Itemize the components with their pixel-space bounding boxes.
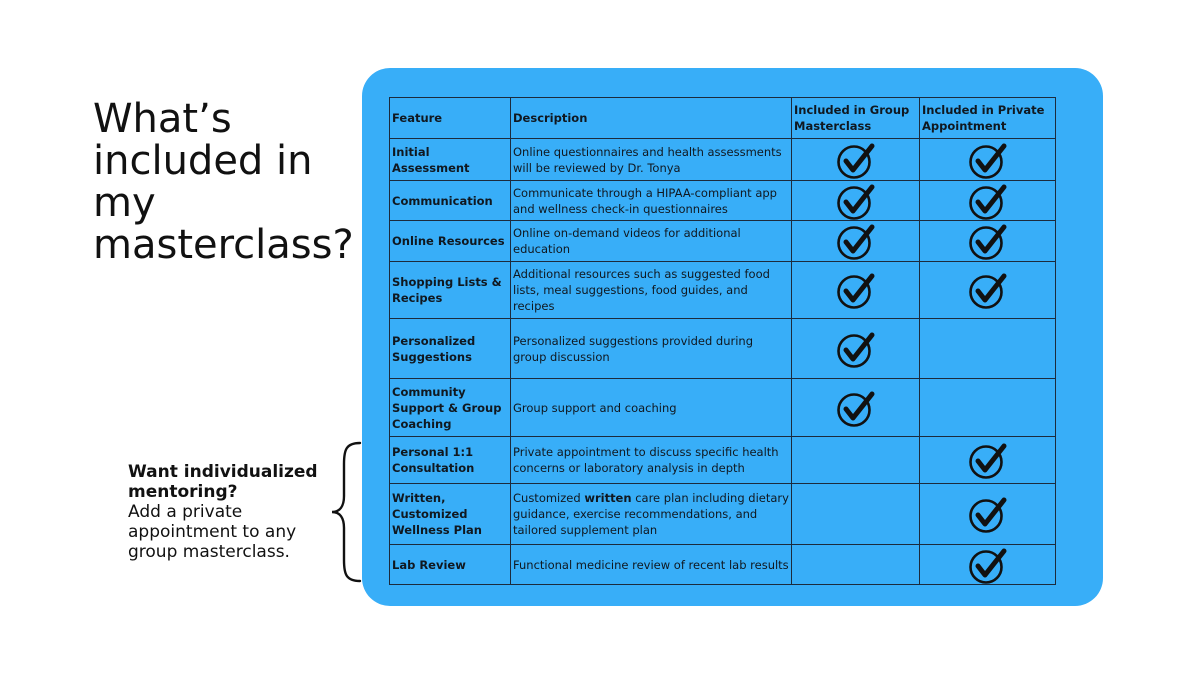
private-included-cell [920,139,1056,181]
description-cell: Private appointment to discuss specific health concerns or laboratory analysis in depth [511,437,792,484]
check-circle-icon [920,495,1055,533]
feature-cell: Communication [390,181,511,221]
private-appointment-callout [128,462,338,562]
check-circle-icon [792,222,919,260]
feature-comparison-table [389,97,1056,585]
header-feature: Feature [390,98,511,139]
group-included-cell [792,379,920,437]
table-row [390,181,1056,221]
description-cell: Group support and coaching [511,379,792,437]
table-row [390,484,1056,545]
group-included-cell [792,484,920,545]
check-circle-icon [920,182,1055,220]
feature-cell: Shopping Lists & Recipes [390,262,511,319]
check-circle-icon [792,271,919,309]
private-included-cell [920,319,1056,379]
check-circle-icon [920,441,1055,479]
private-included-cell [920,181,1056,221]
table-row [390,545,1056,585]
table-row [390,262,1056,319]
description-cell: Personalized suggestions provided during group discussion [511,319,792,379]
check-circle-icon [920,222,1055,260]
private-included-cell [920,379,1056,437]
description-text: Customized [513,491,585,505]
header-private-appointment: Included in Private Appointment [920,98,1056,139]
private-included-cell [920,221,1056,262]
check-circle-icon [792,389,919,427]
description-cell: Functional medicine review of recent lab results [511,545,792,585]
feature-cell: Online Resources [390,221,511,262]
description-cell: Online questionnaires and health assessments will be reviewed by Dr. Tonya [511,139,792,181]
check-circle-icon [920,546,1055,584]
table-row [390,221,1056,262]
header-description: Description [511,98,792,139]
feature-cell: Community Support & Group Coaching [390,379,511,437]
private-included-cell [920,545,1056,585]
private-included-cell [920,262,1056,319]
check-circle-icon [792,330,919,368]
check-circle-icon [920,271,1055,309]
group-included-cell [792,139,920,181]
emphasis-text: written [584,491,632,505]
table-row [390,379,1056,437]
group-included-cell [792,262,920,319]
feature-cell: Written, Customized Wellness Plan [390,484,511,545]
private-included-cell [920,484,1056,545]
feature-cell: Lab Review [390,545,511,585]
group-included-cell [792,181,920,221]
feature-cell: Personal 1:1 Consultation [390,437,511,484]
header-group-masterclass: Included in Group Masterclass [792,98,920,139]
table-row [390,437,1056,484]
callout-question: Want individualized mentoring? [128,462,318,502]
group-included-cell [792,221,920,262]
curly-brace-icon [328,440,364,584]
group-included-cell [792,437,920,484]
check-circle-icon [920,141,1055,179]
callout-offer: Add a private appointment to any group masterclass. [128,502,297,562]
description-cell: Communicate through a HIPAA-compliant app and wellness check-in questionnaires [511,181,792,221]
private-included-cell [920,437,1056,484]
check-circle-icon [792,182,919,220]
feature-cell: Personalized Suggestions [390,319,511,379]
page-title: What’s included in my masterclass? [93,96,354,268]
table-row [390,319,1056,379]
description-text: care plan including dietary guidance, exercise recommendations, and tailored supplement plan [513,491,789,537]
group-included-cell [792,319,920,379]
description-cell [511,484,792,545]
group-included-cell [792,545,920,585]
description-cell: Online on-demand videos for additional education [511,221,792,262]
description-cell: Additional resources such as suggested food lists, meal suggestions, food guides, and recipes [511,262,792,319]
check-circle-icon [792,141,919,179]
table-header-row [390,98,1056,139]
feature-cell: Initial Assessment [390,139,511,181]
table-row [390,139,1056,181]
